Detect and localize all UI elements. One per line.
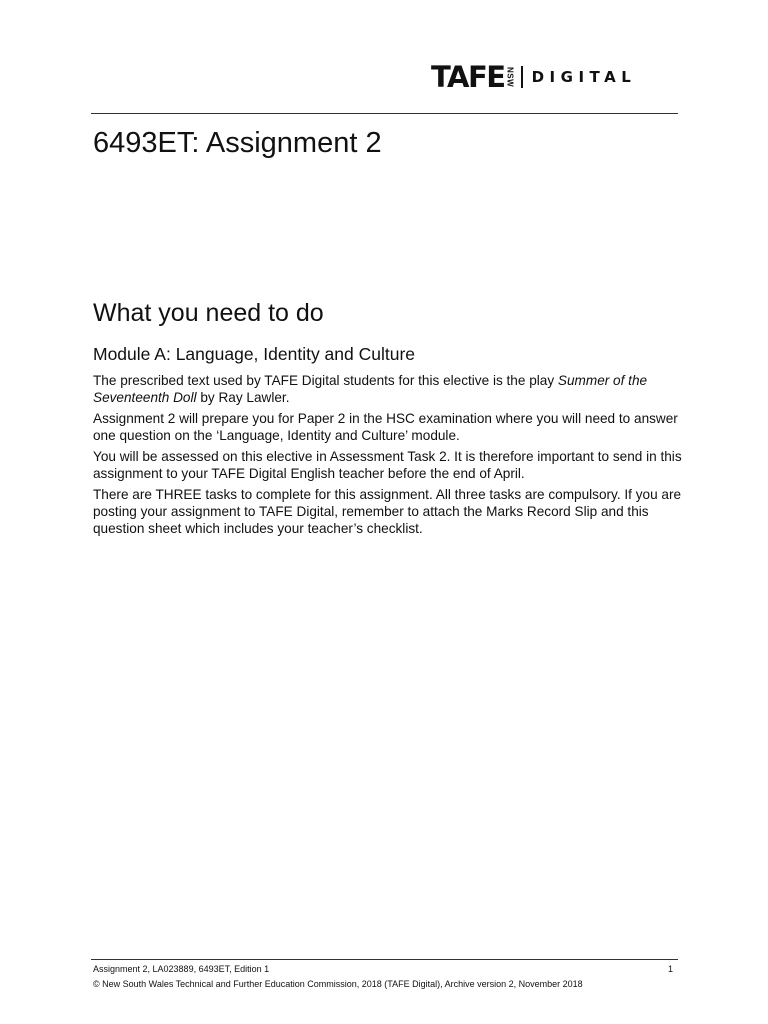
tafe-digital-logo	[431, 62, 636, 92]
header-divider	[91, 113, 678, 114]
footer-reference: Assignment 2, LA023889, 6493ET, Edition 1	[93, 964, 270, 974]
paragraph-assessment: You will be assessed on this elective in Assessment Task 2. It is therefore important to send in this assignment to your TAFE Digital English teacher before the end of April.	[93, 449, 682, 481]
section-heading: What you need to do	[93, 299, 324, 327]
paragraph-assignment-purpose: Assignment 2 will prepare you for Paper 2 in the HSC examination where you will need to answer one question on the ‘Language, Identity and Culture’ module.	[93, 411, 678, 443]
module-heading: Module A: Language, Identity and Culture	[93, 344, 416, 364]
paragraph-tasks: There are THREE tasks to complete for this assignment. All three tasks are compulsory. If you are posting your assignment to TAFE Digital, remember to attach the Marks Record Slip and this question sheet which includes your teacher’s checklist.	[93, 487, 682, 536]
logo-tafe-text: TAFE	[431, 60, 505, 94]
document-title: 6493ET: Assignment 2	[93, 127, 382, 159]
paragraph-prescribed-text-start: The prescribed text used by TAFE Digital students for this elective is the play	[93, 373, 558, 388]
page-number: 1	[668, 964, 674, 974]
logo-nsw-text: NSW	[505, 66, 515, 88]
paragraph-prescribed-text	[93, 372, 683, 406]
footer-copyright: © New South Wales Technical and Further Education Commission, 2018 (TAFE Digital), Archive version 2, November 2018	[93, 979, 583, 989]
footer-divider	[91, 959, 678, 960]
logo-digital-text: DIGITAL	[531, 68, 637, 86]
logo-divider	[521, 66, 523, 88]
play-title: Summer of the Seventeenth Doll	[93, 373, 648, 405]
paragraph-prescribed-text-end: by Ray Lawler.	[196, 390, 290, 405]
